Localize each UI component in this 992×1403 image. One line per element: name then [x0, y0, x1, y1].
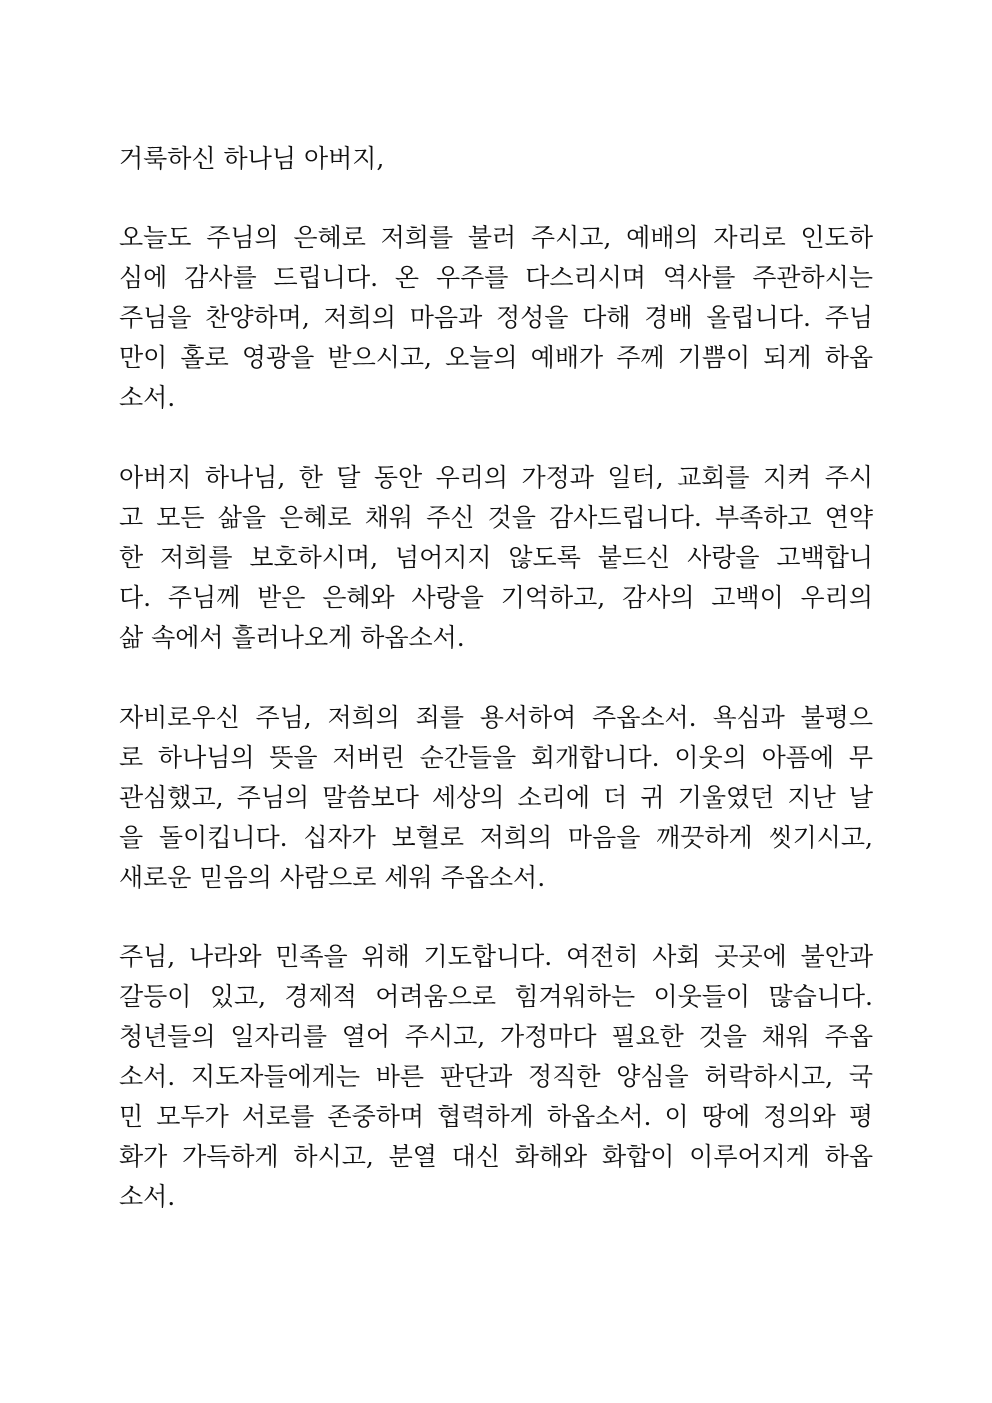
paragraph-4 — [119, 937, 873, 1217]
paragraph-3 — [119, 698, 873, 898]
text-line: 한 저희를 보호하시며, 넘어지지 않도록 붙드신 사랑을 고백합니 — [119, 543, 873, 572]
text-line: 다. 주님께 받은 은혜와 사랑을 기억하고, 감사의 고백이 우리의 — [119, 583, 873, 612]
text-line: 주님을 찬양하며, 저희의 마음과 정성을 다해 경배 올립니다. 주님 — [119, 303, 873, 332]
paragraph-1 — [119, 218, 873, 418]
text-line: 소서. — [119, 1182, 176, 1211]
text-line: 민 모두가 서로를 존중하며 협력하게 하옵소서. 이 땅에 정의와 평 — [119, 1102, 873, 1131]
salutation — [119, 139, 873, 179]
salutation-line: 거룩하신 하나님 아버지, — [119, 144, 385, 173]
text-line: 삶 속에서 흘러나오게 하옵소서. — [119, 623, 465, 652]
text-line: 오늘도 주님의 은혜로 저희를 불러 주시고, 예배의 자리로 인도하 — [119, 223, 873, 252]
text-line: 소서. — [119, 383, 176, 412]
text-line: 화가 가득하게 하시고, 분열 대신 화해와 화합이 이루어지게 하옵 — [119, 1142, 873, 1171]
text-line: 로 하나님의 뜻을 저버린 순간들을 회개합니다. 이웃의 아픔에 무 — [119, 743, 873, 772]
text-line: 주님, 나라와 민족을 위해 기도합니다. 여전히 사회 곳곳에 불안과 — [119, 942, 873, 971]
text-line: 새로운 믿음의 사람으로 세워 주옵소서. — [119, 863, 546, 892]
text-line: 고 모든 삶을 은혜로 채워 주신 것을 감사드립니다. 부족하고 연약 — [119, 503, 873, 532]
text-line: 을 돌이킵니다. 십자가 보혈로 저희의 마음을 깨끗하게 씻기시고, — [119, 823, 873, 852]
text-line: 관심했고, 주님의 말씀보다 세상의 소리에 더 귀 기울였던 지난 날 — [119, 783, 873, 812]
text-line: 아버지 하나님, 한 달 동안 우리의 가정과 일터, 교회를 지켜 주시 — [119, 463, 873, 492]
text-line: 갈등이 있고, 경제적 어려움으로 힘겨워하는 이웃들이 많습니다. — [119, 982, 873, 1011]
text-line: 청년들의 일자리를 열어 주시고, 가정마다 필요한 것을 채워 주옵 — [119, 1022, 873, 1051]
text-line: 소서. 지도자들에게는 바른 판단과 정직한 양심을 허락하시고, 국 — [119, 1062, 873, 1091]
text-line: 심에 감사를 드립니다. 온 우주를 다스리시며 역사를 주관하시는 — [119, 263, 873, 292]
text-line: 자비로우신 주님, 저희의 죄를 용서하여 주옵소서. 욕심과 불평으 — [119, 703, 873, 732]
text-line: 만이 홀로 영광을 받으시고, 오늘의 예배가 주께 기쁨이 되게 하옵 — [119, 343, 873, 372]
paragraph-2 — [119, 458, 873, 658]
